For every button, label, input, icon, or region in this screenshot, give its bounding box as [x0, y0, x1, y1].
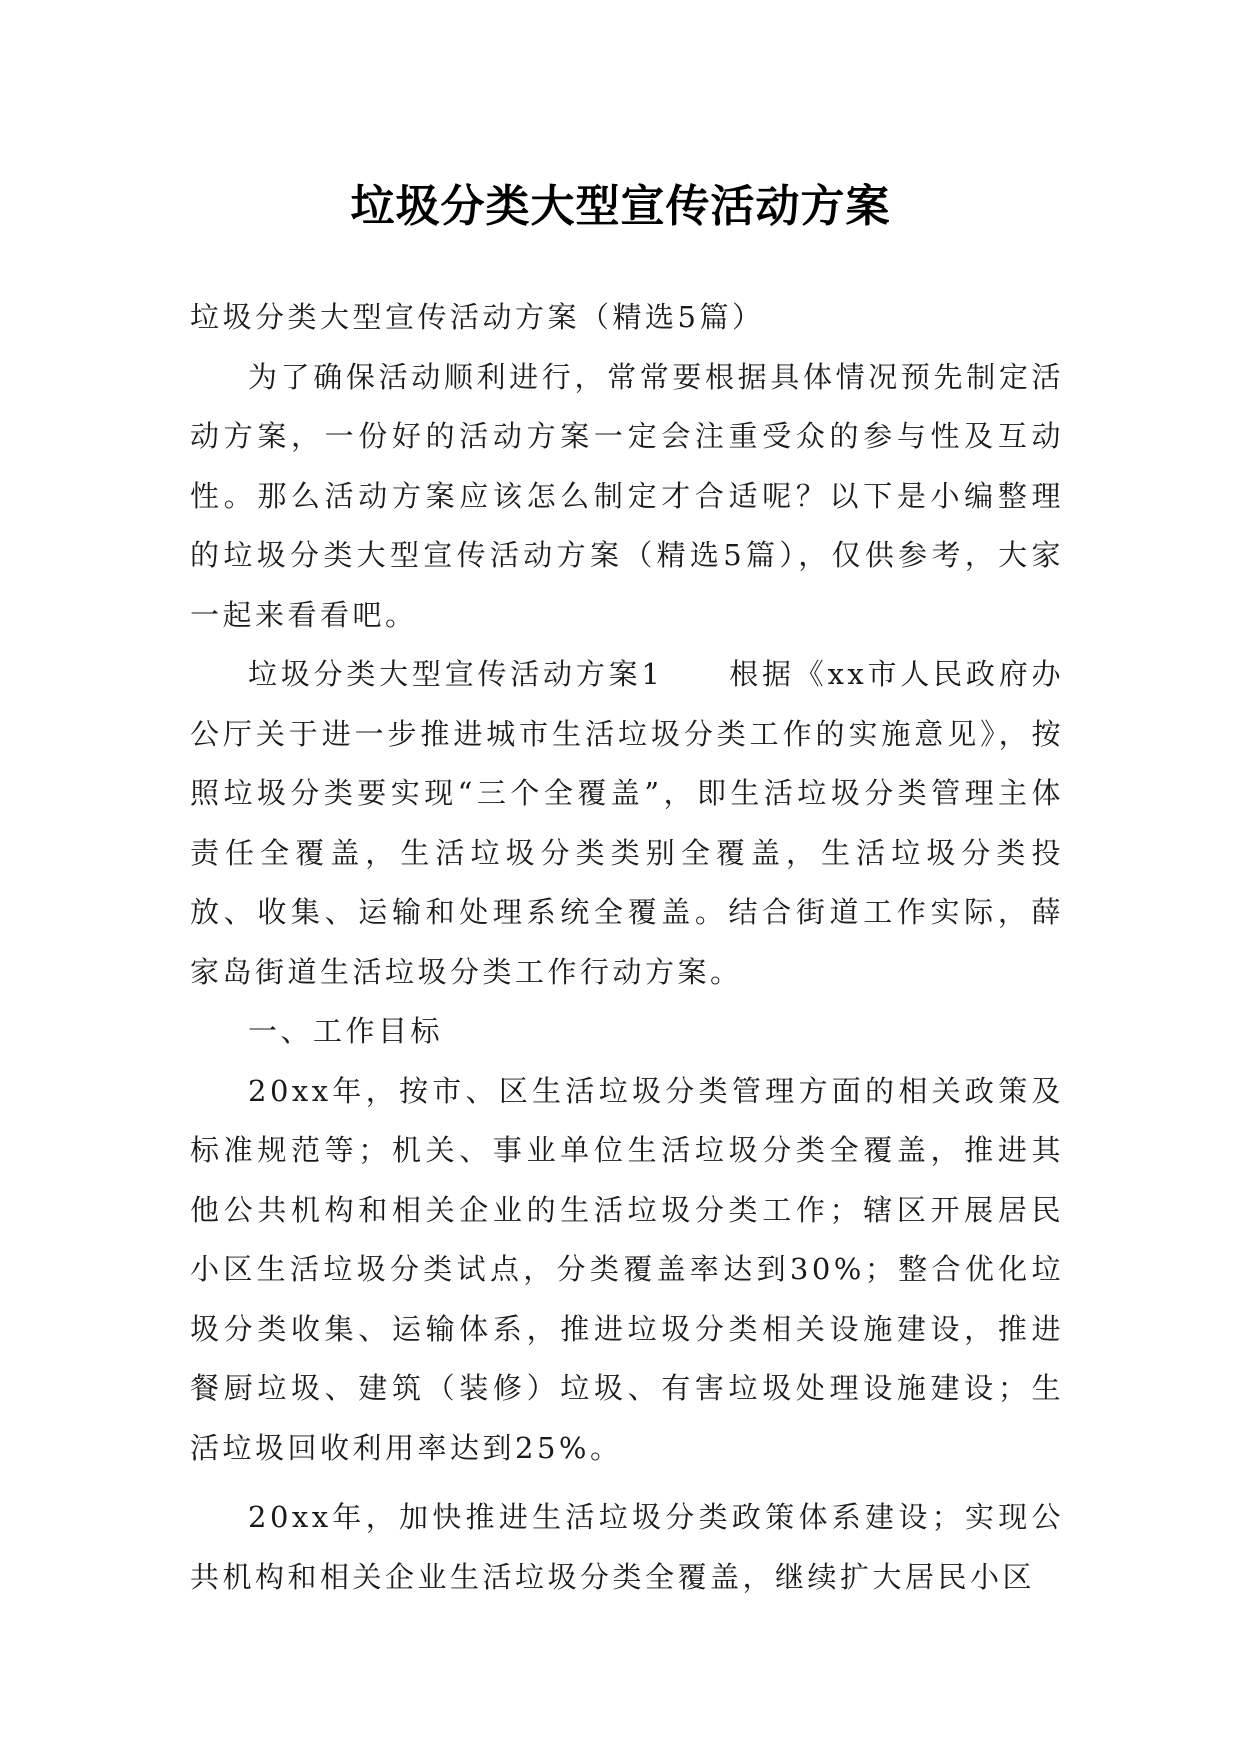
goal-paragraph-2: 20xx年，加快推进生活垃圾分类政策体系建设；实现公共机构和相关企业生活垃圾分类全覆盖，继续扩大居民小区 — [190, 1500, 1064, 1594]
document-body — [190, 288, 1064, 1607]
intro-paragraph: 为了确保活动顺利进行，常常要根据具体情况预先制定活动方案，一份好的活动方案一定会注重受众的参与性及互动性。那么活动方案应该怎么制定才合适呢？以下是小编整理的垃圾分类大型宣传活动方案（精选5篇），仅供参考，大家一起来看看吧。 — [190, 359, 1064, 632]
plan-1-paragraph: 垃圾分类大型宣传活动方案1 根据《xx市人民政府办公厅关于进一步推进城市生活垃圾分类工作的实施意见》，按照垃圾分类要实现“三个全覆盖”，即生活垃圾分类管理主体责任全覆盖，生活垃圾分类类别全覆盖，生活垃圾分类投放、收集、运输和处理系统全覆盖。结合街道工作实际，薛家岛街道生活垃圾分类工作行动方案。 — [190, 657, 1064, 989]
document-title: 垃圾分类大型宣传活动方案 — [350, 181, 891, 233]
section-heading: 一、工作目标 — [248, 1014, 444, 1048]
goal-paragraph-1: 20xx年，按市、区生活垃圾分类管理方面的相关政策及标准规范等；机关、事业单位生活垃圾分类全覆盖，推进其他公共机构和相关企业的生活垃圾分类工作；辖区开展居民小区生活垃圾分类试点，分类覆盖率达到30%；整合优化垃圾分类收集、运输体系，推进垃圾分类相关设施建设，推进餐厨垃圾、建筑（装修）垃圾、有害垃圾处理设施建设；生活垃圾回收利用率达到25%。 — [190, 1073, 1064, 1465]
subtitle-paragraph: 垃圾分类大型宣传活动方案（精选5篇） — [190, 300, 765, 334]
